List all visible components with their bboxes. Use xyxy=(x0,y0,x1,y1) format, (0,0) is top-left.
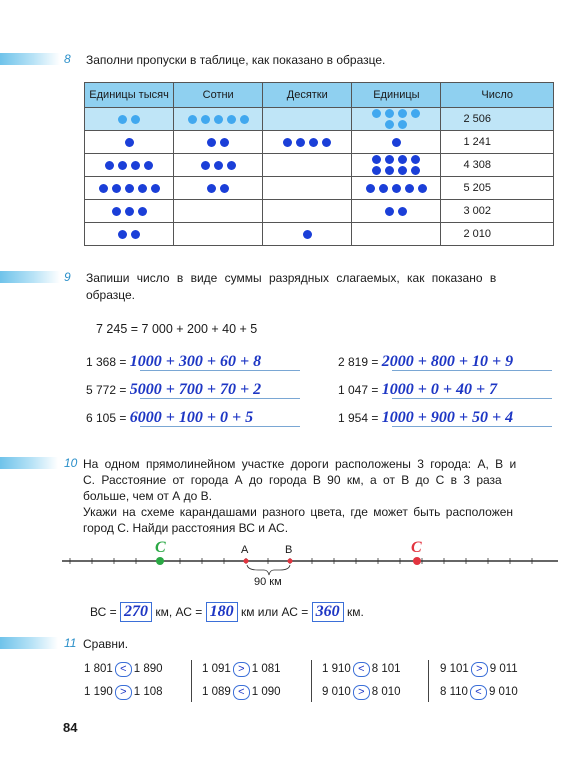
equals-sign: = xyxy=(119,355,127,369)
unit-km: км, xyxy=(155,605,173,619)
place-value-table xyxy=(84,82,554,246)
point-c-left-label: C xyxy=(155,539,166,556)
counter-dot xyxy=(411,166,420,175)
counter-dot xyxy=(392,184,401,193)
right-number: 1 108 xyxy=(133,686,163,698)
thousands-cell xyxy=(85,108,174,131)
compare-item xyxy=(202,662,281,677)
units-cell xyxy=(352,108,441,131)
exercise-10-line-5: город С. Найди расстояния ВС и АС. xyxy=(83,521,289,535)
thousands-cell xyxy=(85,154,174,177)
dot-group xyxy=(205,184,231,193)
dot-group xyxy=(370,155,422,175)
sample-expansion: 7 245 = 7 000 + 200 + 40 + 5 xyxy=(96,322,258,336)
comparison-sign[interactable]: < xyxy=(353,662,370,677)
counter-dot xyxy=(372,109,381,118)
exercise-9-marker xyxy=(0,271,60,283)
counter-dot xyxy=(398,166,407,175)
header-number: Число xyxy=(441,83,554,108)
table-header-row xyxy=(85,83,554,108)
handwritten-answer: 1000 + 900 + 50 + 4 xyxy=(381,409,514,426)
dot-group xyxy=(205,138,231,147)
point-a-dot xyxy=(244,559,249,564)
counter-dot xyxy=(411,155,420,164)
counter-dot xyxy=(131,115,140,124)
counter-dot xyxy=(392,138,401,147)
hundreds-cell xyxy=(174,177,263,200)
or-word: или xyxy=(257,605,279,619)
table-row xyxy=(85,131,554,154)
expansion-row-3 xyxy=(86,409,253,427)
tens-cell xyxy=(263,200,352,223)
left-number: 1 091 xyxy=(202,663,231,675)
number-label: 5 772 xyxy=(86,383,117,397)
expansion-row-4 xyxy=(338,353,513,371)
counter-dot xyxy=(372,166,381,175)
right-number: 1 890 xyxy=(133,663,163,675)
counter-dot xyxy=(220,138,229,147)
counter-dot xyxy=(125,207,134,216)
number-cell: 4 308 xyxy=(441,154,554,177)
dot-group xyxy=(364,184,429,193)
expansion-row-2 xyxy=(86,381,261,399)
answer-line xyxy=(140,398,300,399)
compare-item xyxy=(322,662,401,677)
header-hundreds: Сотни xyxy=(174,83,263,108)
dot-group xyxy=(123,138,136,147)
dot-group xyxy=(186,115,251,124)
counter-dot xyxy=(385,207,394,216)
handwritten-answer: 2000 + 800 + 10 + 9 xyxy=(381,353,514,370)
comparison-sign[interactable]: > xyxy=(353,685,370,700)
answer-line xyxy=(392,370,552,371)
right-number: 8 101 xyxy=(371,663,401,675)
units-cell xyxy=(352,177,441,200)
number-cell: 2 506 xyxy=(441,108,554,131)
left-number: 1 910 xyxy=(322,663,351,675)
counter-dot xyxy=(118,115,127,124)
comparison-sign[interactable]: < xyxy=(233,685,250,700)
dot-group xyxy=(103,161,155,170)
counter-dot xyxy=(240,115,249,124)
dot-group xyxy=(116,115,142,124)
thousands-cell xyxy=(85,131,174,154)
number-label: 1 368 xyxy=(86,355,117,369)
unit-km: км xyxy=(240,605,255,619)
counter-dot xyxy=(303,230,312,239)
hundreds-cell xyxy=(174,223,263,246)
comparison-sign[interactable]: < xyxy=(470,685,487,700)
counter-dot xyxy=(385,109,394,118)
hundreds-cell xyxy=(174,200,263,223)
ac2-label: АС = xyxy=(281,605,309,619)
counter-dot xyxy=(379,184,388,193)
exercise-10-answer xyxy=(90,602,364,622)
counter-dot xyxy=(398,120,407,129)
left-number: 8 110 xyxy=(440,686,468,698)
thousands-cell xyxy=(85,177,174,200)
dot-group xyxy=(301,230,314,239)
dot-group xyxy=(116,230,142,239)
exercise-9-number: 9 xyxy=(64,270,71,284)
counter-dot xyxy=(188,115,197,124)
thousands-cell xyxy=(85,200,174,223)
counter-dot xyxy=(385,166,394,175)
header-units: Единицы xyxy=(352,83,441,108)
point-b-label: В xyxy=(285,544,293,556)
counter-dot xyxy=(296,138,305,147)
number-cell: 5 205 xyxy=(441,177,554,200)
units-cell xyxy=(352,154,441,177)
header-tens: Десятки xyxy=(263,83,352,108)
dot-group xyxy=(383,207,409,216)
counter-dot xyxy=(405,184,414,193)
expansion-row-6 xyxy=(338,409,513,427)
number-cell: 3 002 xyxy=(441,200,554,223)
hundreds-cell xyxy=(174,154,263,177)
counter-dot xyxy=(151,184,160,193)
units-cell xyxy=(352,223,441,246)
tens-cell xyxy=(263,177,352,200)
equals-sign: = xyxy=(119,411,127,425)
counter-dot xyxy=(220,184,229,193)
counter-dot xyxy=(372,155,381,164)
comparison-sign[interactable]: > xyxy=(233,662,250,677)
counter-dot xyxy=(207,138,216,147)
left-number: 1 089 xyxy=(202,686,231,698)
counter-dot xyxy=(105,161,114,170)
point-b-dot xyxy=(288,559,293,564)
counter-dot xyxy=(227,115,236,124)
compare-item xyxy=(440,685,518,700)
counter-dot xyxy=(411,109,420,118)
counter-dot xyxy=(366,184,375,193)
counter-dot xyxy=(385,155,394,164)
compare-item xyxy=(84,685,163,700)
table-row xyxy=(85,108,554,131)
tens-cell xyxy=(263,131,352,154)
counter-dot xyxy=(131,230,140,239)
comparison-sign[interactable]: > xyxy=(471,662,488,677)
counter-dot xyxy=(125,138,134,147)
counter-dot xyxy=(385,120,394,129)
number-label: 2 819 xyxy=(338,355,369,369)
right-number: 1 090 xyxy=(251,686,281,698)
dot-group xyxy=(199,161,238,170)
handwritten-answer: 1000 + 0 + 40 + 7 xyxy=(381,381,498,398)
counter-dot xyxy=(398,109,407,118)
counter-dot xyxy=(131,161,140,170)
equals-sign: = xyxy=(371,355,379,369)
dot-group xyxy=(390,138,403,147)
table-row xyxy=(85,154,554,177)
dot-group xyxy=(110,207,149,216)
header-thousands: Единицы тысяч xyxy=(85,83,174,108)
bc-label: ВС = xyxy=(90,605,117,619)
compare-item xyxy=(322,685,401,700)
exercise-8-instruction: Заполни пропуски в таблице, как показано в образце. xyxy=(86,53,386,67)
handwritten-answer: 1000 + 300 + 60 + 8 xyxy=(129,353,262,370)
exercise-10-number: 10 xyxy=(64,456,78,470)
answer-line xyxy=(140,370,300,371)
number-cell: 2 010 xyxy=(441,223,554,246)
ac2-value: 360 xyxy=(312,602,344,622)
distance-label: 90 км xyxy=(254,576,282,587)
counter-dot xyxy=(398,155,407,164)
counter-dot xyxy=(207,184,216,193)
right-number: 1 081 xyxy=(251,663,281,675)
counter-dot xyxy=(322,138,331,147)
exercise-9-instruction-line1: Запиши число в виде суммы разрядных слагаемых, как показано в xyxy=(86,271,497,285)
exercise-10-line-2: С. Расстояние от города А до города В 90 км, а от В до С в 3 раза xyxy=(83,473,502,487)
counter-dot xyxy=(144,161,153,170)
dot-group xyxy=(370,109,422,129)
distance-brace xyxy=(247,565,290,575)
counter-dot xyxy=(112,184,121,193)
units-cell xyxy=(352,200,441,223)
counter-dot xyxy=(201,161,210,170)
counter-dot xyxy=(214,161,223,170)
left-number: 1 190 xyxy=(84,686,113,698)
handwritten-answer: 6000 + 100 + 0 + 5 xyxy=(129,409,254,426)
exercise-8-number: 8 xyxy=(64,52,71,66)
point-a-label: А xyxy=(241,544,249,556)
unit-km: км. xyxy=(346,605,364,619)
number-label: 6 105 xyxy=(86,411,117,425)
right-number: 9 011 xyxy=(489,663,518,675)
counter-dot xyxy=(418,184,427,193)
counter-dot xyxy=(138,184,147,193)
handwritten-answer: 5000 + 700 + 70 + 2 xyxy=(129,381,262,398)
exercise-11-instruction: Сравни. xyxy=(83,637,129,651)
bc-value: 270 xyxy=(120,602,152,622)
exercise-10-line-4: Укажи на схеме карандашами разного цвета, где может быть расположен xyxy=(83,505,514,519)
answer-line xyxy=(392,426,552,427)
answer-line xyxy=(392,398,552,399)
tens-cell xyxy=(263,223,352,246)
thousands-cell xyxy=(85,223,174,246)
dot-group xyxy=(281,138,333,147)
tens-cell xyxy=(263,108,352,131)
exercise-8-marker xyxy=(0,53,60,65)
left-number: 9 101 xyxy=(440,663,469,675)
compare-item xyxy=(84,662,163,677)
counter-dot xyxy=(125,184,134,193)
compare-item xyxy=(202,685,281,700)
answer-line xyxy=(140,426,300,427)
compare-item xyxy=(440,662,518,677)
point-c-right-dot xyxy=(413,557,421,565)
point-c-left-dot xyxy=(156,557,164,565)
column-divider xyxy=(311,660,312,702)
counter-dot xyxy=(309,138,318,147)
comparison-sign[interactable]: < xyxy=(115,662,132,677)
number-cell: 1 241 xyxy=(441,131,554,154)
number-label: 1 954 xyxy=(338,411,369,425)
counter-dot xyxy=(201,115,210,124)
units-cell xyxy=(352,131,441,154)
exercise-9-instruction-line2: образце. xyxy=(86,288,136,302)
dot-group xyxy=(97,184,162,193)
right-number: 8 010 xyxy=(371,686,401,698)
comparison-sign[interactable]: > xyxy=(115,685,132,700)
table-body xyxy=(85,108,554,246)
equals-sign: = xyxy=(119,383,127,397)
exercise-10-line-3: больше, чем от А до В. xyxy=(83,489,212,503)
counter-dot xyxy=(99,184,108,193)
equals-sign: = xyxy=(371,383,379,397)
table-row xyxy=(85,223,554,246)
counter-dot xyxy=(118,230,127,239)
exercise-11-number: 11 xyxy=(64,636,77,650)
tens-cell xyxy=(263,154,352,177)
left-number: 1 801 xyxy=(84,663,113,675)
counter-dot xyxy=(214,115,223,124)
page-number: 84 xyxy=(63,720,78,735)
table-row xyxy=(85,200,554,223)
hundreds-cell xyxy=(174,108,263,131)
column-divider xyxy=(191,660,192,702)
exercise-11-marker xyxy=(0,637,58,649)
point-c-right-label: C xyxy=(411,539,422,556)
table-row xyxy=(85,177,554,200)
counter-dot xyxy=(118,161,127,170)
column-divider xyxy=(428,660,429,702)
ac-label: АС = xyxy=(175,605,203,619)
expansion-row-5 xyxy=(338,381,497,399)
counter-dot xyxy=(138,207,147,216)
counter-dot xyxy=(227,161,236,170)
road-diagram xyxy=(0,537,568,587)
number-label: 1 047 xyxy=(338,383,369,397)
counter-dot xyxy=(112,207,121,216)
expansion-row-1 xyxy=(86,353,261,371)
hundreds-cell xyxy=(174,131,263,154)
right-number: 9 010 xyxy=(488,686,518,698)
left-number: 9 010 xyxy=(322,686,351,698)
ac-value: 180 xyxy=(206,602,238,622)
equals-sign: = xyxy=(371,411,379,425)
exercise-10-line-1: На одном прямолинейном участке дороги расположены 3 города: А, В и xyxy=(83,457,517,471)
exercise-10-marker xyxy=(0,457,58,469)
counter-dot xyxy=(398,207,407,216)
counter-dot xyxy=(283,138,292,147)
